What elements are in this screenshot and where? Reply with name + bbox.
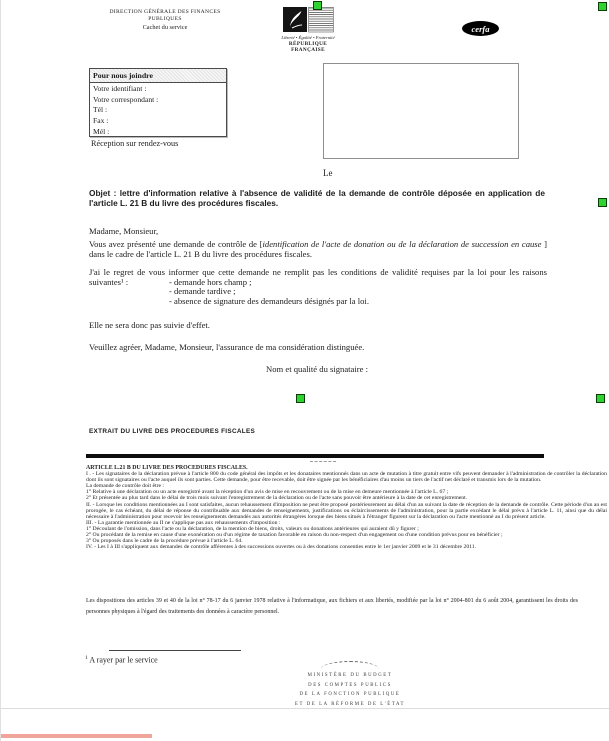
ministry-line: DES COMPTES PUBLICS — [308, 682, 392, 688]
center-dash-mark — [310, 461, 336, 462]
date-label: Le — [323, 168, 333, 178]
legal-extract-text — [86, 465, 607, 550]
cerfa-logo — [462, 21, 499, 36]
selection-handle[interactable] — [596, 394, 605, 403]
republic-title: RÉPUBLIQUE FRANÇAISE — [288, 40, 328, 53]
footnote-marker: 1 — [85, 655, 88, 661]
field-identifiant: Votre identifiant : — [93, 84, 147, 93]
footnote — [85, 655, 158, 665]
reason-item: - demande hors champ ; — [169, 276, 252, 287]
extract-paragraph: III. - La garantie mentionnée au II ne s'applique pas aux rehaussements d'imposition : — [86, 519, 281, 526]
letter-closing: Veuillez agréer, Madame, Monsieur, l'assurance de ma considération distinguée. — [89, 342, 365, 352]
reasons-list — [169, 278, 547, 307]
reason-item: - absence de signature des demandeurs désignés par la loi. — [169, 296, 369, 307]
reason-item: - demande tardive ; — [169, 286, 236, 297]
bottom-pink-stripe — [1, 734, 152, 738]
reception-note: Réception sur rendez-vous — [91, 139, 179, 148]
p1-after: ] dans le cadre de l'article L. 21 B du livre des procédures fiscales. — [89, 239, 547, 259]
field-mel: Mél : — [93, 126, 110, 136]
marianne-logo — [282, 7, 334, 34]
extract-paragraph: I . - Les signataires de la déclaration prévue à l'article 800 du code général des impôts et les donataires mentionnés dans un acte de mutation à titre gratuit entre vifs peuvent demander à l'administration de contrôler la déclaration dont ils sont signataires ou l'acte auquel ils sont parties. Cette demande, pour être recevable, doit être signée par les bénéficiaires d'au moins un tiers de l'actif net déclaré et transmis lors de la mutation. — [86, 471, 607, 484]
contact-box-title: Pour nous joindre — [90, 69, 226, 83]
letter-paragraph-1 — [89, 240, 547, 260]
republic-motto: Liberté • Égalité • Fraternité — [281, 35, 335, 40]
extract-paragraph: La demande de contrôle doit être : — [86, 483, 165, 490]
letter-effect-line: Elle ne sera donc pas suivie d'effet. — [89, 320, 210, 330]
agency-line2: PUBLIQUES — [148, 15, 182, 22]
cerfa-label: cerfa — [471, 23, 490, 34]
p1-before: Vous avez présenté une demande de contrôle de [ — [89, 239, 263, 249]
article-title: ARTICLE L.21 B DU LIVRE DES PROCEDURES FISCALES. — [86, 465, 248, 471]
agency-cachet: Cachet du service — [142, 24, 188, 31]
ministry-footer — [265, 661, 435, 709]
letter-subject: Objet : lettre d'information relative à l'absence de validité de la demande de contrôle déposée en application de l'article L. 21 B du livre des procédures fiscales. — [89, 188, 545, 208]
field-correspondant: Votre correspondant : — [93, 94, 159, 104]
selection-handle[interactable] — [598, 198, 607, 207]
selection-handle[interactable] — [313, 1, 322, 10]
extract-paragraph: 2° Et présentée au plus tard dans le délai de trois mois suivant l'enregistrement de la déclaration ou de l'acte sans pouvoir être antérieure à la date de cet enregistrement. — [86, 495, 468, 502]
ministry-line: MINISTÈRE DU BUDGET — [307, 673, 393, 678]
agency-line1: DIRECTION GÉNÉRALE DES FINANCES — [109, 9, 221, 15]
republique-francaise-block — [275, 7, 341, 53]
extract-paragraph: 3° Ou proposés dans le cadre de la procédure prévue à l'article L. 64. — [86, 538, 243, 545]
footnote-text: A rayer par le service — [89, 655, 158, 665]
field-tel: Tél : — [93, 105, 108, 115]
extract-paragraph: IV. - Les I à III s'appliquent aux demandes de contrôle afférentes à des successions ouvertes ou à des donations consenties entre le 1er janvier 2009 et le 31 décembre 2011. — [86, 544, 477, 551]
extract-paragraph: 2° Ou procédant de la remise en cause d'une exonération ou d'un régime de taxation favorable en raison du non-respect d'un engagement ou d'une condition prévus pour en bénéficier ; — [86, 532, 503, 539]
extract-paragraph: II. - Lorsque les conditions mentionnées au I sont satisfaites, aucun rehaussement d'imposition ne peut être proposé postérieurement au délai d'un an suivant la date de réception de la demande de contrôle. Cette période d'un an est prorogée, le cas échéant, du délai de réponse du contribuable aux demandes de renseignements, justifications ou éclaircissements de l'administration, pour la partie excédant le délai prévu à l'article L. 11, ainsi que du délai nécessaire à l'administration pour recevoir les renseignements demandés aux autorités étrangères lorsque des biens situés à l'étranger figurent sur la déclaration ou l'acte mentionné au I du présent article. — [86, 501, 607, 520]
letter-paragraph-2 — [89, 268, 547, 307]
agency-header — [89, 9, 241, 32]
regret-intro: J'ai le regret de vous informer que cette demande ne remplit pas les conditions de validité requises par la loi pour les raisons suivantes¹ : — [89, 267, 547, 287]
ministry-line: DE LA FONCTION PUBLIQUE — [299, 692, 401, 698]
page-bottom-edge — [1, 708, 609, 709]
letter-salutation: Madame, Monsieur, — [89, 226, 159, 236]
extract-paragraph: 1° Découlant de l'omission, dans l'acte ou la déclaration, de la mention de biens, droits, valeurs ou donations antérieures qui auraient dû y figurer ; — [86, 525, 419, 532]
contact-box — [89, 68, 227, 137]
address-window-box — [323, 63, 519, 159]
extract-heading: EXTRAIT DU LIVRE DES PROCEDURES FISCALES — [89, 428, 256, 435]
footnote-rule — [109, 650, 241, 651]
signature-label: Nom et qualité du signataire : — [266, 364, 368, 374]
section-divider-rule — [86, 454, 544, 458]
privacy-notice: Les dispositions des articles 39 et 40 de la loi n° 78-17 du 6 janvier 1978 relative à l'informatique, aux fichiers et aux libertés, modifiée par la loi n° 2004-801 du 6 août 2004, garantissent les droits des personnes physiques à l'égard des traitements des données à caractère personnel. — [86, 598, 578, 615]
ministry-line: ET DE LA RÉFORME DE L'ÉTAT — [294, 701, 406, 707]
selection-handle[interactable] — [296, 394, 305, 403]
selection-handle[interactable] — [598, 2, 607, 11]
field-fax: Fax : — [93, 116, 109, 126]
extract-paragraph: 1° Relative à une déclaration ou un acte enregistré avant la réception d'un avis de mise en recouvrement ou de la mise en demeure mentionnée à l'article L. 67 ; — [86, 489, 449, 496]
p1-italic: identification de l'acte de donation ou de la déclaration de succession en cause — [262, 239, 542, 249]
ministry-arc-decoration — [321, 661, 379, 669]
